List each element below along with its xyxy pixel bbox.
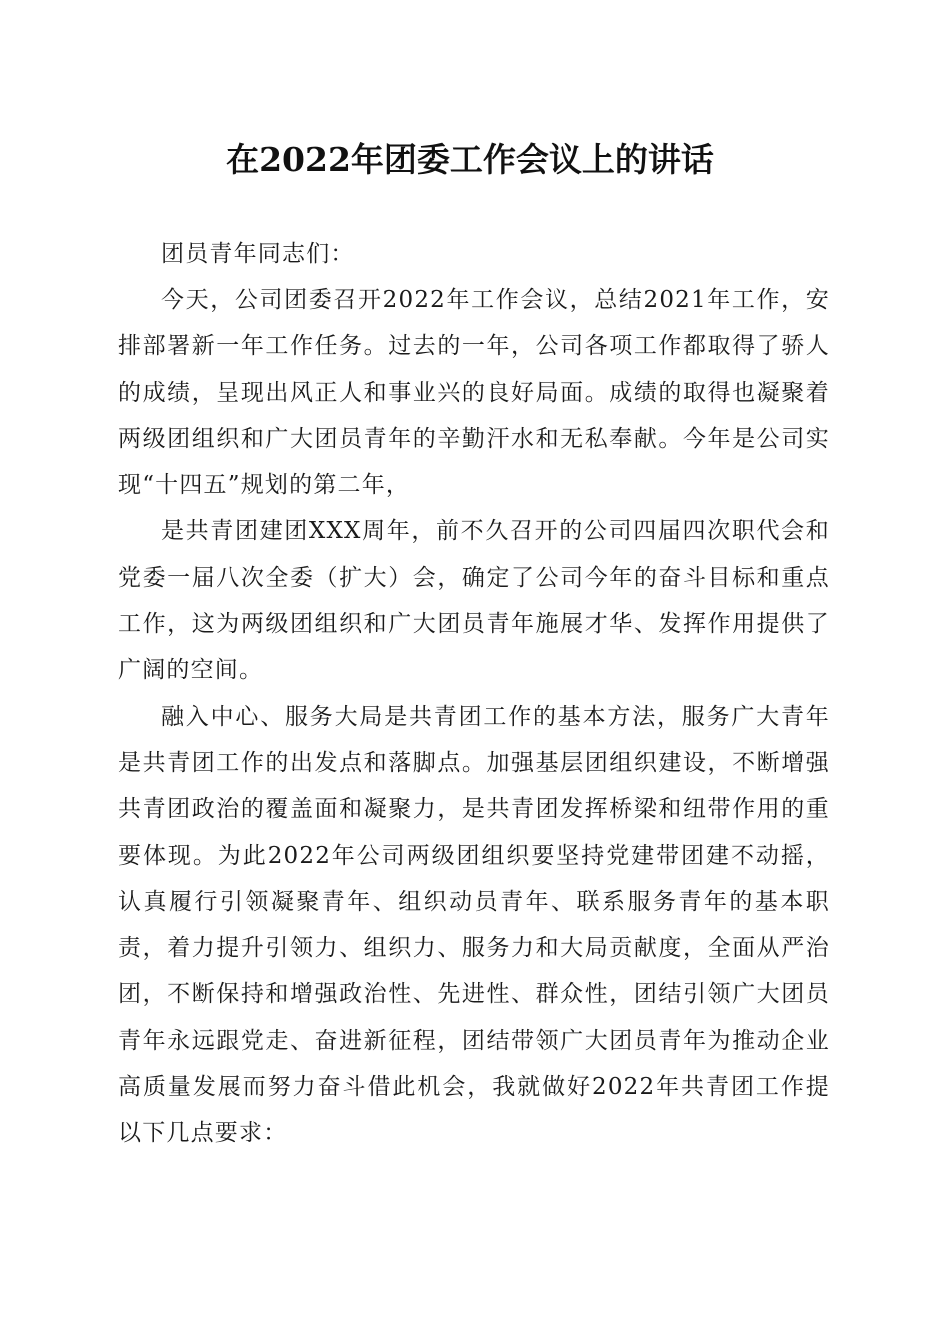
salutation-block (118, 231, 830, 277)
paragraph-3: 融入中心、服务大局是共青团工作的基本方法，服务广大青年是共青团工作的出发点和落脚点。加强基层团组织建设，不断增强共青团政治的覆盖面和凝聚力，是共青团发挥桥梁和纽带作用的重要体现。为此2022年公司两级团组织要坚持党建带团建不动摇，认真履行引领凝聚青年、组织动员青年、联系服务青年的基本职责，着力提升引领力、组织力、服务力和大局贡献度，全面从严治团，不断保持和增强政治性、先进性、群众性，团结引领广大团员青年永远跟党走、奋进新征程，团结带领广大团员青年为推动企业高质量发展而努力奋斗借此机会，我就做好2022年共青团工作提以下几点要求： (118, 703, 830, 1147)
paragraph-1: 今天，公司团委召开2022年工作会议，总结2021年工作，安排部署新一年工作任务。过去的一年，公司各项工作都取得了骄人的成绩，呈现出风正人和事业兴的良好局面。成绩的取得也凝聚着两级团组织和广大团员青年的辛勤汗水和无私奉献。今年是公司实现“十四五”规划的第二年， (118, 287, 830, 499)
salutation: 团员青年同志们： (161, 241, 355, 267)
document-body (118, 277, 830, 1157)
paragraph-2: 是共青团建团XXX周年，前不久召开的公司四届四次职代会和党委一届八次全委（扩大）会，确定了公司今年的奋斗目标和重点工作，这为两级团组织和广大团员青年施展才华、发挥作用提供了广阔的空间。 (118, 518, 830, 684)
document-title: 在2022年团委工作会议上的讲话 (226, 140, 714, 179)
